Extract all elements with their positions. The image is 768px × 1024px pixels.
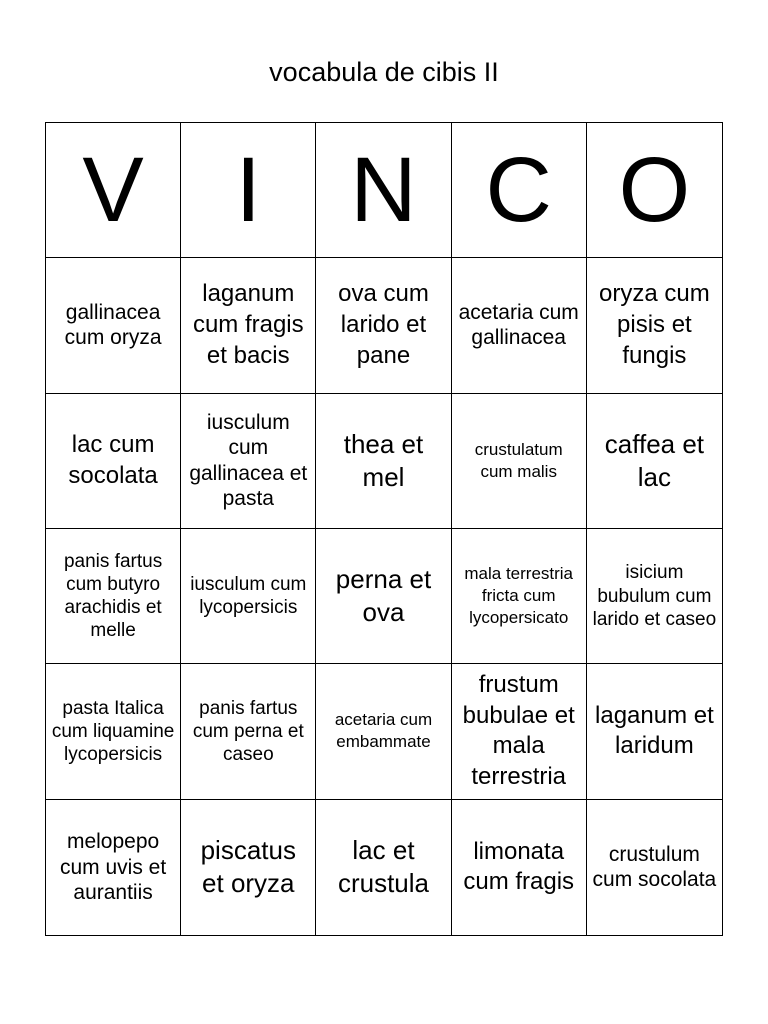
header-letter-v: V [46,123,181,258]
bingo-cell: gallinacea cum oryza [46,258,181,393]
bingo-cell: mala terrestria fricta cum lycopersicato [452,529,587,664]
bingo-cell: laganum et laridum [587,664,722,799]
bingo-cell: crustulum cum socolata [592,842,717,892]
bingo-cell: iusculum cum gallinacea et pasta [181,394,316,529]
header-letter-c: C [452,123,587,258]
bingo-cell: acetaria cum gallinacea [452,258,587,393]
bingo-cell: lac cum socolata [46,394,181,529]
bingo-cell: thea et mel [316,394,451,529]
bingo-cell: oryza cum pisis et fungis [587,258,722,393]
page-title: vocabula de cibis II [269,57,499,87]
bingo-cell: isicium bubulum cum larido et caseo [587,529,722,664]
bingo-cell: limonata cum fragis [452,800,587,935]
bingo-cell: lac et crustula [316,800,451,935]
bingo-cell: panis fartus cum butyro arachidis et melle [46,529,181,664]
bingo-cell: panis fartus cum perna et caseo [181,664,316,799]
bingo-cell: iusculum cum lycopersicis [181,529,316,664]
bingo-cell: melopepo cum uvis et aurantiis [46,800,181,935]
bingo-cell: piscatus et oryza [181,800,316,935]
header-letter-i: I [181,123,316,258]
bingo-cell: crustulatum cum malis [452,394,587,529]
header-letter-n: N [316,123,451,258]
bingo-cell: caffea et lac [587,394,722,529]
bingo-cell: frustum bubulae et mala terrestria [452,664,587,799]
bingo-board [45,122,723,936]
bingo-cell: pasta Italica cum liquamine lycopersicis [46,664,181,799]
bingo-cell: ova cum larido et pane [316,258,451,393]
bingo-cell: laganum cum fragis et bacis [181,258,316,393]
bingo-cell: perna et ova [316,529,451,664]
bingo-cell: acetaria cum embammate [316,664,451,799]
header-letter-o: O [587,123,722,258]
